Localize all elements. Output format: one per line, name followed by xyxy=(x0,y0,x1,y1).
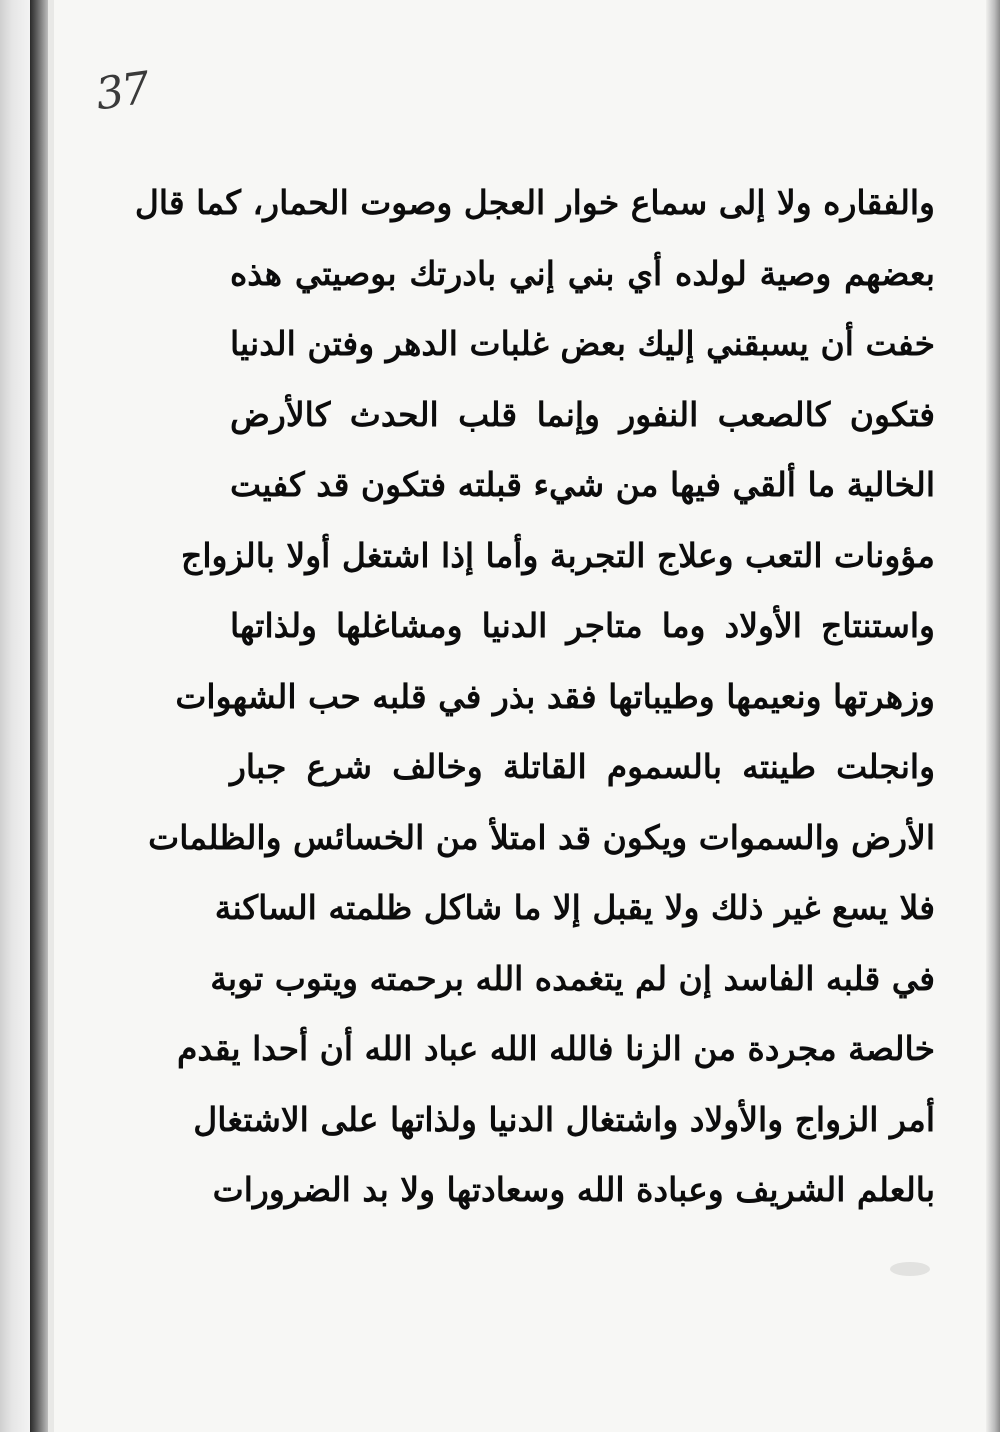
text-line: وزهرتها ونعيمها وطيباتها فقد بذر في قلبه حب الشهوات xyxy=(175,676,935,716)
text-line: بعضهم وصية لولده أي بني إني بادرتك بوصيتي هذه xyxy=(230,253,935,293)
text-line: واستنتاج الأولاد وما متاجر الدنيا ومشاغلها ولذاتها xyxy=(230,606,935,645)
text-line: خالصة مجردة من الزنا فالله الله عباد الله أن أحدا يقدم xyxy=(176,1029,935,1068)
text-line: فلا يسع غير ذلك ولا يقبل إلا ما شاكل ظلمته الساكنة xyxy=(214,888,935,927)
text-line: وانجلت طينته بالسموم القاتلة وخالف شرع جبار xyxy=(230,747,935,786)
text-line: خفت أن يسبقني إليك بعض غلبات الدهر وفتن الدنيا xyxy=(230,324,935,363)
right-page-edge xyxy=(986,0,1000,1432)
ink-smudge xyxy=(890,1262,930,1276)
manuscript-text-block xyxy=(134,168,935,1226)
binding-gutter xyxy=(0,0,30,1432)
text-line: والفقاره ولا إلى سماع خوار العجل وصوت الحمار، كما قال xyxy=(134,183,935,222)
text-line: فتكون كالصعب النفور وإنما قلب الحدث كالأرض xyxy=(230,394,935,434)
text-line: الخالية ما ألقي فيها من شيء قبلته فتكون قد كفيت xyxy=(230,465,935,504)
page-edge-shadow xyxy=(30,0,48,1432)
text-line: أمر الزواج والأولاد واشتغال الدنيا ولذاتها على الاشتغال xyxy=(193,1099,935,1139)
page-edge-highlight xyxy=(48,0,54,1432)
text-line: بالعلم الشريف وعبادة الله وسعادتها ولا بد الضرورات xyxy=(212,1170,935,1209)
text-line: الأرض والسموات ويكون قد امتلأ من الخسائس والظلمات xyxy=(148,817,935,857)
text-line: مؤونات التعب وعلاج التجربة وأما إذا اشتغل أولا بالزواج xyxy=(181,535,935,575)
folio-number: 37 xyxy=(92,62,152,121)
text-line: في قلبه الفاسد إن لم يتغمده الله برحمته ويتوب توبة xyxy=(210,958,935,998)
